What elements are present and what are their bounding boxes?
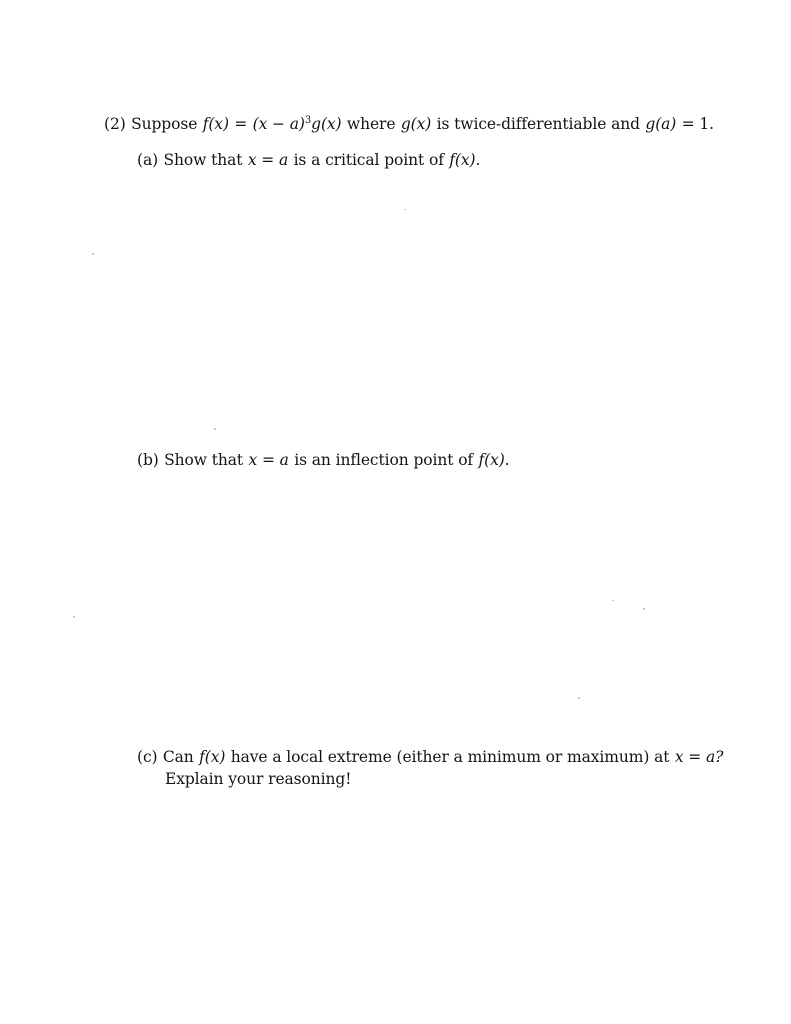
part-c-label: (c) [137, 748, 158, 766]
where-word: where [346, 115, 396, 133]
f-of-x: f(x) [202, 115, 229, 133]
part-a-text-before: Show that [163, 151, 243, 169]
part-c-explain: Explain your reasoning! [165, 770, 352, 788]
part-b-text-after: is an inflection point of [294, 451, 474, 469]
part-b-func: f(x) [478, 451, 505, 469]
problem-statement [104, 110, 714, 135]
part-a-label: (a) [137, 151, 159, 169]
scan-speck [612, 600, 614, 601]
part-b-text-before: Show that [164, 451, 244, 469]
part-c-line-2 [165, 769, 351, 790]
scan-speck [92, 253, 94, 255]
problem-number: (2) [104, 115, 126, 133]
part-b-label: (b) [137, 451, 159, 469]
equals-sign: = [234, 115, 248, 133]
part-b-math: x = a [248, 451, 289, 469]
scan-speck [73, 616, 75, 618]
part-c-text-middle: have a local extreme (either a minimum or maximum) at [230, 748, 670, 766]
equals-one: = 1. [681, 115, 714, 133]
scan-speck [214, 428, 216, 430]
expression-exponent: 3 [304, 115, 312, 126]
condition-text: is twice-differentiable and [436, 115, 640, 133]
part-c-text-before: Can [162, 748, 194, 766]
g-of-a: g(a) [645, 115, 677, 133]
scan-speck [578, 697, 580, 699]
expression-base: (x − a) [252, 115, 305, 133]
part-a [137, 150, 480, 171]
part-c-math: x = a? [674, 748, 724, 766]
part-b-end: . [504, 451, 510, 469]
problem-intro: Suppose [131, 115, 198, 133]
part-b [137, 450, 510, 471]
scan-speck [404, 209, 406, 210]
part-a-math: x = a [247, 151, 289, 169]
part-a-func: f(x) [449, 151, 476, 169]
part-a-end: . [475, 151, 481, 169]
part-a-text-after: is a critical point of [293, 151, 444, 169]
part-c [137, 747, 723, 768]
scan-speck [643, 608, 645, 610]
part-c-func: f(x) [199, 748, 226, 766]
expression-g: g(x) [311, 115, 342, 133]
g-of-x: g(x) [400, 115, 432, 133]
